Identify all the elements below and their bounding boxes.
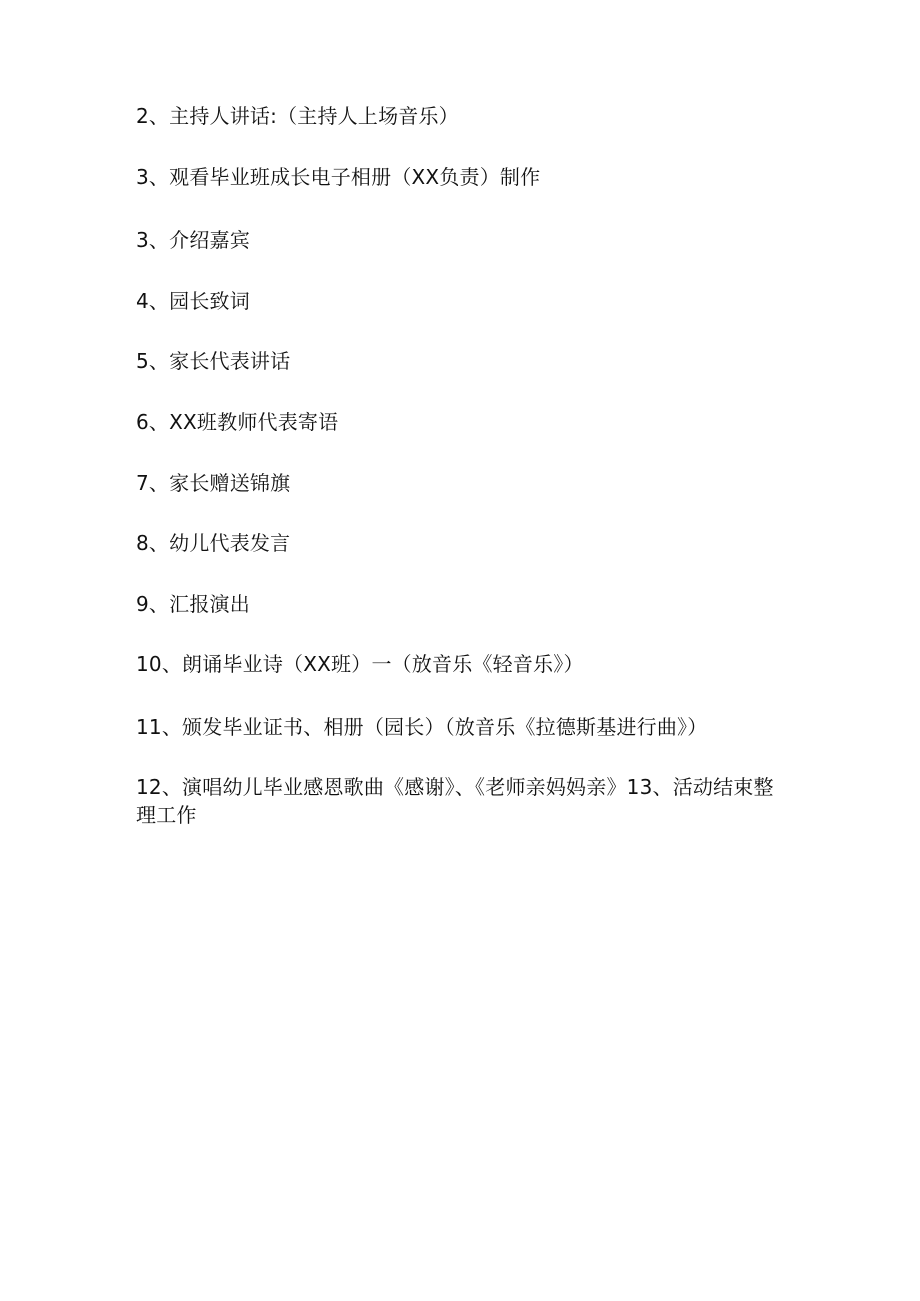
program-item-4: 4、园长致词	[136, 289, 250, 313]
program-item-10: 10、朗诵毕业诗（XX班）一（放音乐《轻音乐》）	[136, 652, 584, 676]
program-item-11: 11、颁发毕业证书、相册（园长）（放音乐《拉德斯基进行曲》）	[136, 715, 708, 739]
program-item-5: 5、家长代表讲话	[136, 349, 291, 373]
program-item-3: 3、介绍嘉宾	[136, 228, 250, 252]
program-item-8: 8、幼儿代表发言	[136, 531, 291, 555]
program-item-2: 3、观看毕业班成长电子相册（XX负责）制作	[136, 165, 541, 189]
program-item-1: 2、主持人讲话:（主持人上场音乐）	[136, 104, 459, 128]
program-item-12: 12、演唱幼儿毕业感恩歌曲《感谢》、《老师亲妈妈亲》13、活动结束整理工作	[136, 775, 774, 827]
program-item-7: 7、家长赠送锦旗	[136, 471, 291, 495]
program-item-6: 6、XX班教师代表寄语	[136, 410, 339, 434]
program-item-9: 9、汇报演出	[136, 592, 250, 616]
